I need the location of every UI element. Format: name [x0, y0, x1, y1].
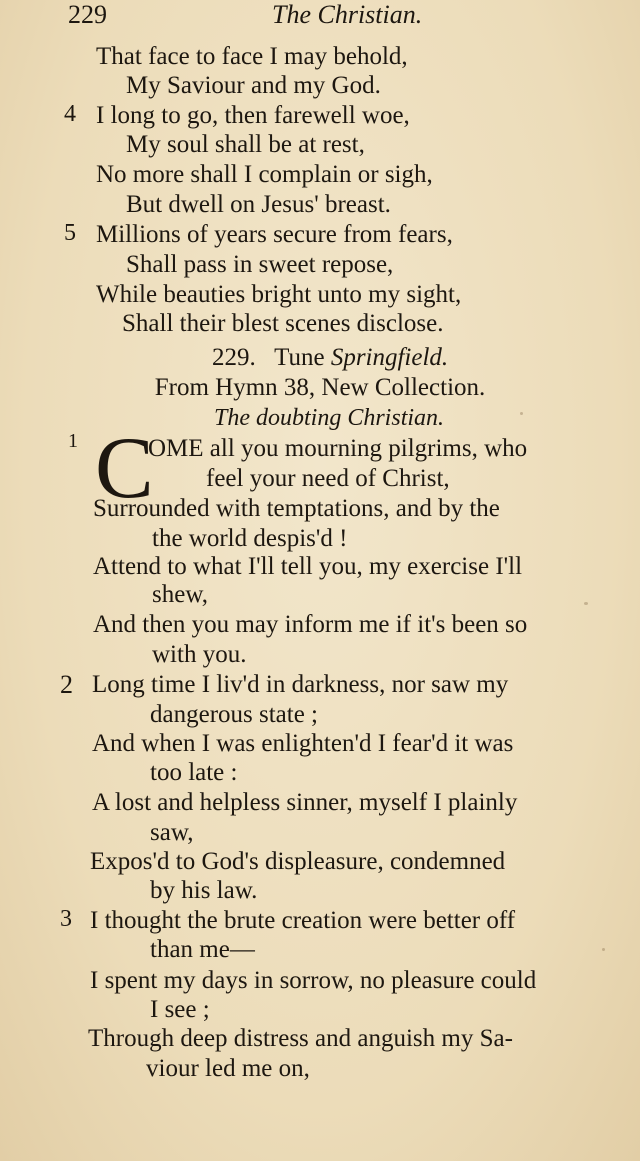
- verse-line: by his law.: [150, 877, 258, 904]
- verse-line: with you.: [152, 641, 247, 668]
- verse-line: While beauties bright unto my sight,: [96, 281, 462, 308]
- verse-line: Attend to what I'll tell you, my exercise I'll: [93, 553, 523, 580]
- hymn-heading: [212, 343, 448, 373]
- verse-line: than me—: [150, 936, 255, 963]
- verse-line: I long to go, then farewell woe,: [96, 102, 410, 129]
- verse-line: I see ;: [150, 996, 210, 1023]
- paper-speck: [602, 948, 605, 951]
- verse-line: Shall their blest scenes disclose.: [122, 310, 444, 337]
- drop-cap: C: [95, 420, 154, 517]
- tune-name: Springfield.: [330, 344, 449, 371]
- verse-line: viour led me on,: [146, 1055, 310, 1082]
- verse-line: shew,: [152, 581, 209, 608]
- page-number: 229: [68, 0, 107, 29]
- stanza-number: 2: [60, 670, 73, 699]
- verse-line: Through deep distress and anguish my Sa-: [88, 1025, 513, 1052]
- hymn-source: From Hymn 38, New Collection.: [154, 374, 486, 401]
- verse-line: I thought the brute creation were better off: [90, 907, 516, 934]
- verse-line: Long time I liv'd in darkness, nor saw my: [92, 671, 509, 698]
- hymn-number: 229.: [212, 344, 256, 371]
- verse-line: And then you may inform me if it's been so: [93, 611, 528, 638]
- verse-line: I spent my days in sorrow, no pleasure could: [90, 967, 537, 994]
- verse-line: But dwell on Jesus' breast.: [126, 191, 391, 218]
- verse-line: Shall pass in sweet repose,: [126, 251, 394, 278]
- verse-line: That face to face I may behold,: [96, 43, 408, 70]
- verse-line: My Saviour and my God.: [126, 72, 381, 99]
- stanza-number: 5: [64, 220, 76, 246]
- verse-line: feel your need of Christ,: [206, 465, 450, 492]
- stanza-number: 4: [64, 101, 76, 127]
- verse-line: A lost and helpless sinner, myself I plainly: [92, 789, 518, 816]
- verse-line: OME all you mourning pilgrims, who: [148, 435, 528, 462]
- verse-line: Expos'd to God's displeasure, condemned: [90, 848, 506, 875]
- tune-label: Tune: [274, 344, 325, 371]
- verse-line: dangerous state ;: [150, 701, 319, 728]
- verse-line: Surrounded with temptations, and by the: [93, 495, 500, 522]
- stanza-number: 1: [68, 430, 78, 452]
- paper-speck: [584, 602, 588, 605]
- running-title: The Christian.: [272, 0, 423, 29]
- verse-line: too late :: [150, 759, 238, 786]
- verse-line: And when I was enlighten'd I fear'd it was: [92, 730, 514, 757]
- hymn-subtitle: The doubting Christian.: [214, 405, 445, 431]
- stanza-number: 3: [60, 906, 72, 932]
- verse-line: saw,: [150, 819, 194, 846]
- verse-line: No more shall I complain or sigh,: [96, 161, 433, 188]
- verse-line: the world despis'd !: [152, 525, 348, 552]
- paper-speck: [520, 412, 523, 415]
- verse-line: Millions of years secure from fears,: [96, 221, 453, 248]
- verse-line: My soul shall be at rest,: [126, 131, 365, 158]
